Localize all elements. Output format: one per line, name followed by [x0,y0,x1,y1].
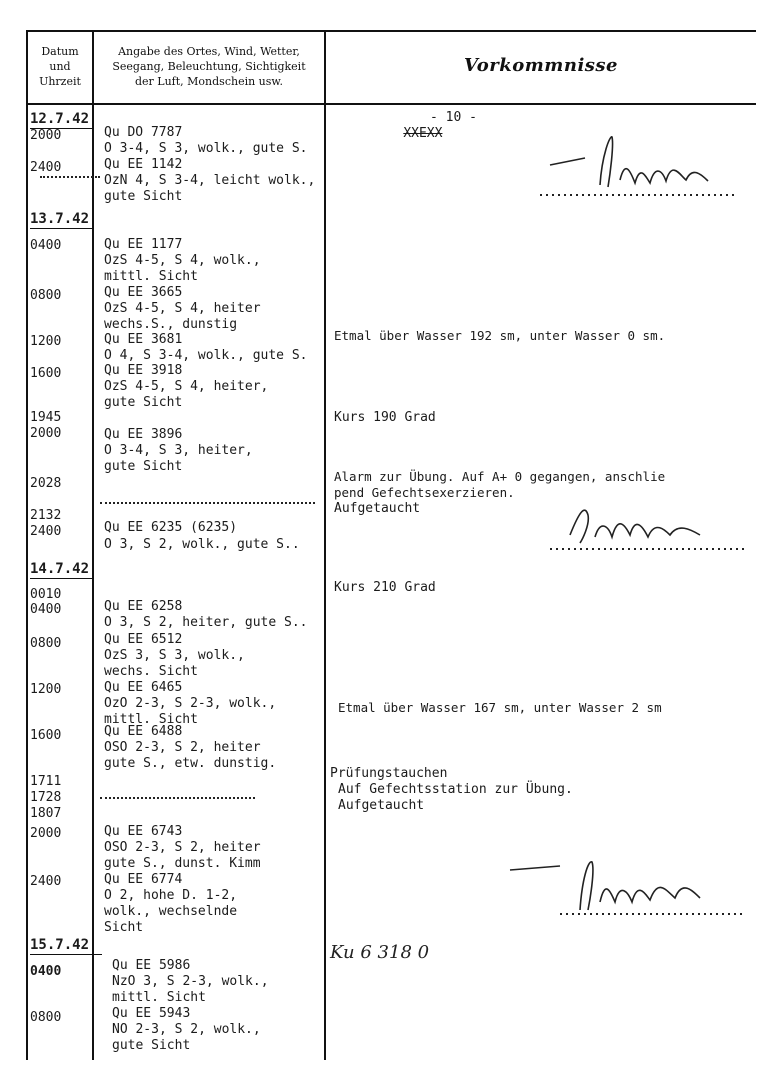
handwritten-note: Ku 6 318 0 [330,942,430,963]
place-line: mittl. Sicht [104,712,198,727]
place-line: gute Sicht [112,1038,191,1053]
time-cell: 1945 [30,410,62,425]
header-col3: Vorkommnisse [463,55,619,76]
time-cell: 0800 [30,288,62,303]
place-line: mittl. Sicht [104,269,198,284]
place-line: OzO 2-3, S 2-3, wolk., [104,696,277,711]
place-line: wolk., wechselnde [104,904,238,919]
place-line: Qu EE 5943 [112,1006,191,1021]
time-cell: 1600 [30,366,62,381]
time-cell: 1728 [30,790,62,805]
header-col1-line: Uhrzeit [39,75,81,88]
place-line: gute Sicht [104,395,183,410]
signature-3 [500,840,750,920]
time-cell: 2028 [30,476,62,491]
place-line: OSO 2-3, S 2, heiter [104,740,261,755]
header-col1-line: Datum [41,45,79,58]
time-cell: 2400 [30,874,62,889]
place-line: Qu EE 3896 [104,427,183,442]
time-cell: 2000 [30,426,62,441]
place-line: OzS 3, S 3, wolk., [104,648,245,663]
top-rule [26,30,756,32]
place-line: Qu EE 6774 [104,872,183,887]
time-cell: 1200 [30,334,62,349]
header-col2-line: Angabe des Ortes, Wind, Wetter, [118,45,300,58]
time-cell: 0010 [30,587,62,602]
time-cell: 0800 [30,636,62,651]
time-cell: 1200 [30,682,62,697]
place-line: Qu EE 6743 [104,824,183,839]
header-col2 [94,44,324,89]
time-cell: 1600 [30,728,62,743]
event-line: Etmal über Wasser 167 sm, unter Wasser 2 sm [338,700,662,715]
event-line: Prüfungstauchen [330,766,448,781]
place-line: Qu EE 3665 [104,285,183,300]
date-underline [30,578,92,579]
place-line: OzS 4-5, S 4, heiter, [104,379,269,394]
place-line: wechs. Sicht [104,664,198,679]
place-line: NzO 3, S 2-3, wolk., [112,974,269,989]
signature-1 [540,125,740,200]
time-cell: 0400 [30,238,62,253]
time-cell: 1807 [30,806,62,821]
page-number: - 10 - [430,110,477,125]
event-line: Alarm zur Übung. Auf A+ 0 gegangen, anschlie [334,469,666,484]
place-line: NO 2-3, S 2, wolk., [112,1022,261,1037]
place-line: O 3, S 2, heiter, gute S.. [104,615,308,630]
place-line: O 4, S 3-4, wolk., gute S. [104,348,308,363]
date-entry: 12.7.42 [30,111,90,127]
place-line: Qu EE 6512 [104,632,183,647]
place-line: Qu EE 6488 [104,724,183,739]
place-line: wechs.S., dunstig [104,317,238,332]
time-cell: 0400 [30,964,62,979]
time-cell: 0800 [30,1010,62,1025]
date-underline [30,228,92,229]
date-entry: 14.7.42 [30,561,90,577]
col2-divider [324,30,326,1060]
place-line: Qu EE 1142 [104,157,183,172]
event-line: Etmal über Wasser 192 sm, unter Wasser 0 sm. [334,328,666,343]
date-entry: 13.7.42 [30,211,90,227]
header-col2-line: Seegang, Beleuchtung, Sichtigkeit [112,60,306,73]
place-line: OSO 2-3, S 2, heiter [104,840,261,855]
place-line: OzS 4-5, S 4, heiter [104,301,261,316]
header-col2-line: der Luft, Mondschein usw. [134,75,284,88]
time-cell: 0400 [30,602,62,617]
place-line: gute Sicht [104,189,183,204]
place-line: Qu EE 6235 (6235) [104,520,238,535]
event-line: Aufgetaucht [338,798,425,813]
place-line: Qu EE 5986 [112,958,191,973]
place-line: gute S., etw. dunstig. [104,756,277,771]
signature-2 [540,495,750,557]
header-bottom-rule [26,103,756,105]
date-entry: 15.7.42 [30,937,90,953]
place-line: O 3-4, S 3, wolk., gute S. [104,141,308,156]
time-cell: 2000 [30,128,62,143]
event-line: Auf Gefechtsstation zur Übung. [338,782,573,797]
place-line: Qu EE 6465 [104,680,183,695]
dotted-separator [40,176,100,178]
dotted-separator [100,797,255,799]
place-line: Qu DO 7787 [104,125,183,140]
place-line: gute S., dunst. Kimm [104,856,261,871]
place-line: Sicht [104,920,144,935]
place-line: OzS 4-5, S 4, wolk., [104,253,261,268]
date-underline [30,954,102,955]
place-line: Qu EE 1177 [104,237,183,252]
time-cell: 2132 [30,508,62,523]
event-line: Kurs 190 Grad [334,410,436,425]
event-line: Aufgetaucht [334,501,421,516]
struck-text: XXEXX [403,125,443,141]
time-cell: 2000 [30,826,62,841]
place-line: mittl. Sicht [112,990,206,1005]
header-col1 [28,44,92,89]
place-line: Qu EE 3918 [104,363,183,378]
place-line: Qu EE 6258 [104,599,183,614]
place-line: Qu EE 3681 [104,332,183,347]
time-cell: 1711 [30,774,62,789]
event-line: pend Gefechtsexerzieren. [334,485,515,500]
place-line: OzN 4, S 3-4, leicht wolk., [104,173,316,188]
left-rule [26,30,28,1060]
event-line: Kurs 210 Grad [334,580,436,595]
place-line: O 3, S 2, wolk., gute S.. [104,537,300,552]
time-cell: 2400 [30,160,62,175]
place-line: O 2, hohe D. 1-2, [104,888,238,903]
col1-divider [92,30,94,1060]
dotted-separator [100,502,315,504]
header-col1-line: und [49,60,71,73]
place-line: O 3-4, S 3, heiter, [104,443,253,458]
place-line: gute Sicht [104,459,183,474]
time-cell: 2400 [30,524,62,539]
